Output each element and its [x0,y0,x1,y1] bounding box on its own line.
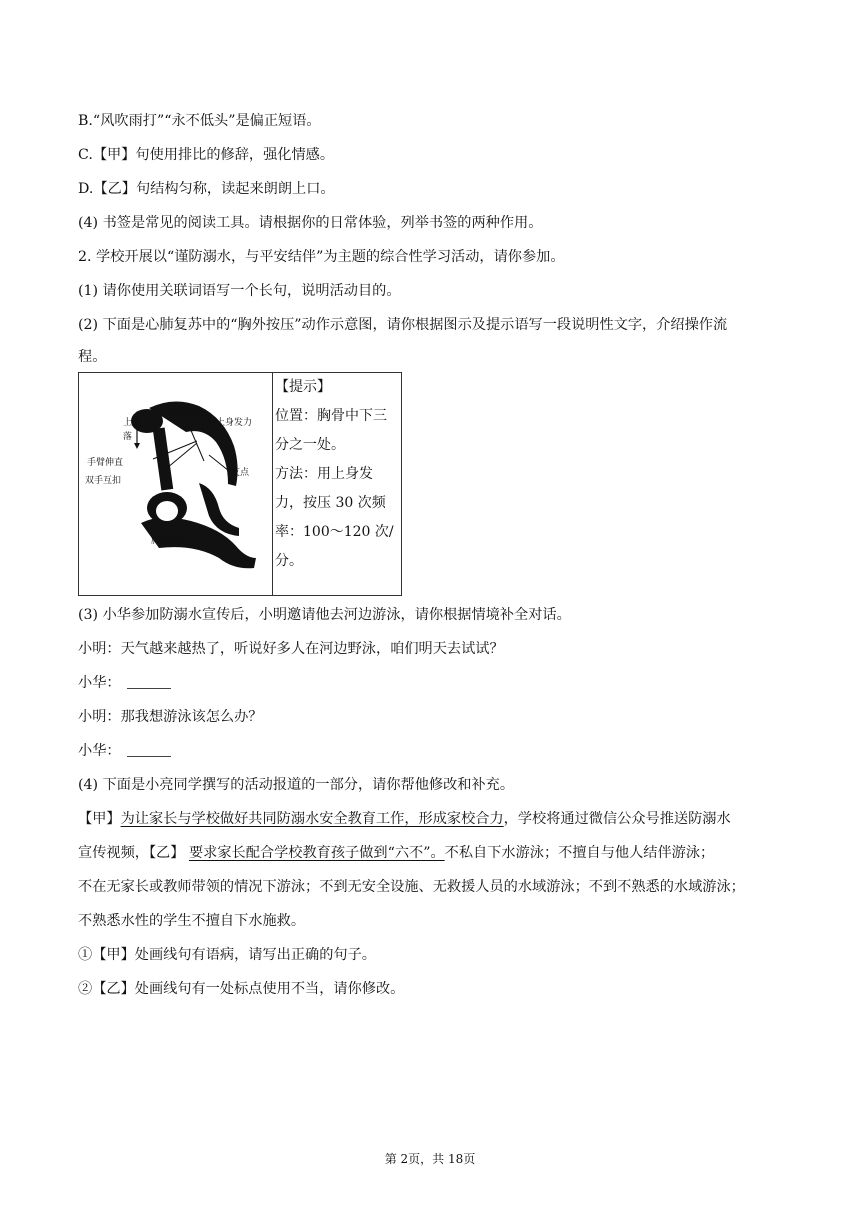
hint-line: 分。 [275,553,303,569]
dialogue-line-4 [78,734,790,768]
dialogue-line-1: 小明：天气越来越热了，听说好多人在河边野泳，咱们明天去试试？ [78,641,504,657]
speaker-label: 小华： [78,743,121,759]
underlined-sentence-jia: 为让家长与学校做好共同防溺水安全教育工作，形成家校合力 [120,811,504,827]
hint-line: 率：100～120 次/ [275,524,394,540]
answer-blank[interactable] [127,742,171,757]
question-2-2-line1: (2) 下面是心肺复苏中的“胸外按压”动作示意图，请你根据图示及提示语写一段说明性文字，介绍操作流 [78,317,728,333]
report-line-2 [78,836,790,870]
answer-blank[interactable] [127,674,171,689]
dialogue-line-2 [78,666,790,700]
report-text: 宣传视频， [78,845,149,861]
figure-caption: 胸外按压 [151,536,188,546]
option-c: C.【甲】句使用排比的修辞，强化情感。 [78,147,335,163]
question-2-4: (4) 下面是小亮同学撰写的活动报道的一部分，请你帮他修改和补充。 [78,777,515,793]
label-hands: 双手互扣 [85,476,122,486]
marker-yi: 【乙】 [148,845,185,861]
sub-question-2: ②【乙】处画线句有一处标点使用不当，请你修改。 [78,981,405,997]
report-line-3: 不在无家长或教师带领的情况下游泳；不到无安全设施、无救援人员的水域游泳；不到不熟悉的水域游泳； [78,879,745,895]
cpr-figure-table [78,372,402,596]
label-pivot: 支点 [231,468,250,478]
question-4: (4) 书签是常见的阅读工具。请根据你的日常体验，列举书签的两种作用。 [78,215,543,231]
label-arm: 手臂伸直 [87,458,124,468]
report-line-4: 不熟悉水性的学生不擅自下水施救。 [78,913,306,929]
hint-line: 方法：用上身发 [275,466,373,482]
report-line-1 [78,802,790,836]
label-down: 下陷5cm [169,408,207,418]
label-up: 上 [123,418,133,428]
cpr-diagram-cell [79,373,273,596]
label-fall: 落 [123,432,133,442]
question-2-2-line2: 程。 [78,349,107,365]
speaker-label: 小华： [78,675,121,691]
question-2-1: (1) 请你使用关联词语写一个长句，说明活动目的。 [78,283,401,299]
sub-question-1: ①【甲】处画线句有语病，请写出正确的句子。 [78,947,376,963]
hint-cell [273,373,402,596]
question-2: 2. 学校开展以“谨防溺水，与平安结伴”为主题的综合性学习活动，请你参加。 [78,249,565,265]
option-b: B.“风吹雨打”“永不低头”是偏正短语。 [78,113,321,129]
hint-line: 力，按压 30 次频 [275,495,386,511]
report-text: ，学校将通过微信公众号推送防溺水 [503,811,731,827]
page-footer: 第 2页，共 18页 [384,1152,476,1166]
underlined-sentence-yi: 要求家长配合学校教育孩子做到“六不”。 [188,845,445,861]
hint-line: 分之一处。 [275,437,345,453]
hint-line: 位置：胸骨中下三 [275,408,387,424]
cpr-illustration [79,373,272,582]
report-text: 不私自下水游泳；不擅自与他人结伴游泳； [444,845,715,861]
label-force: 用上身发力 [207,418,253,428]
hint-line: 【提示】 [275,379,331,395]
question-2-3: (3) 小华参加防溺水宣传后，小明邀请他去河边游泳，请你根据情境补全对话。 [78,607,571,623]
dialogue-line-3: 小明：那我想游泳该怎么办？ [78,709,263,725]
option-d: D.【乙】句结构匀称，读起来朗朗上口。 [78,181,335,197]
marker-jia: 【甲】 [78,811,121,827]
document-body [78,104,790,1006]
